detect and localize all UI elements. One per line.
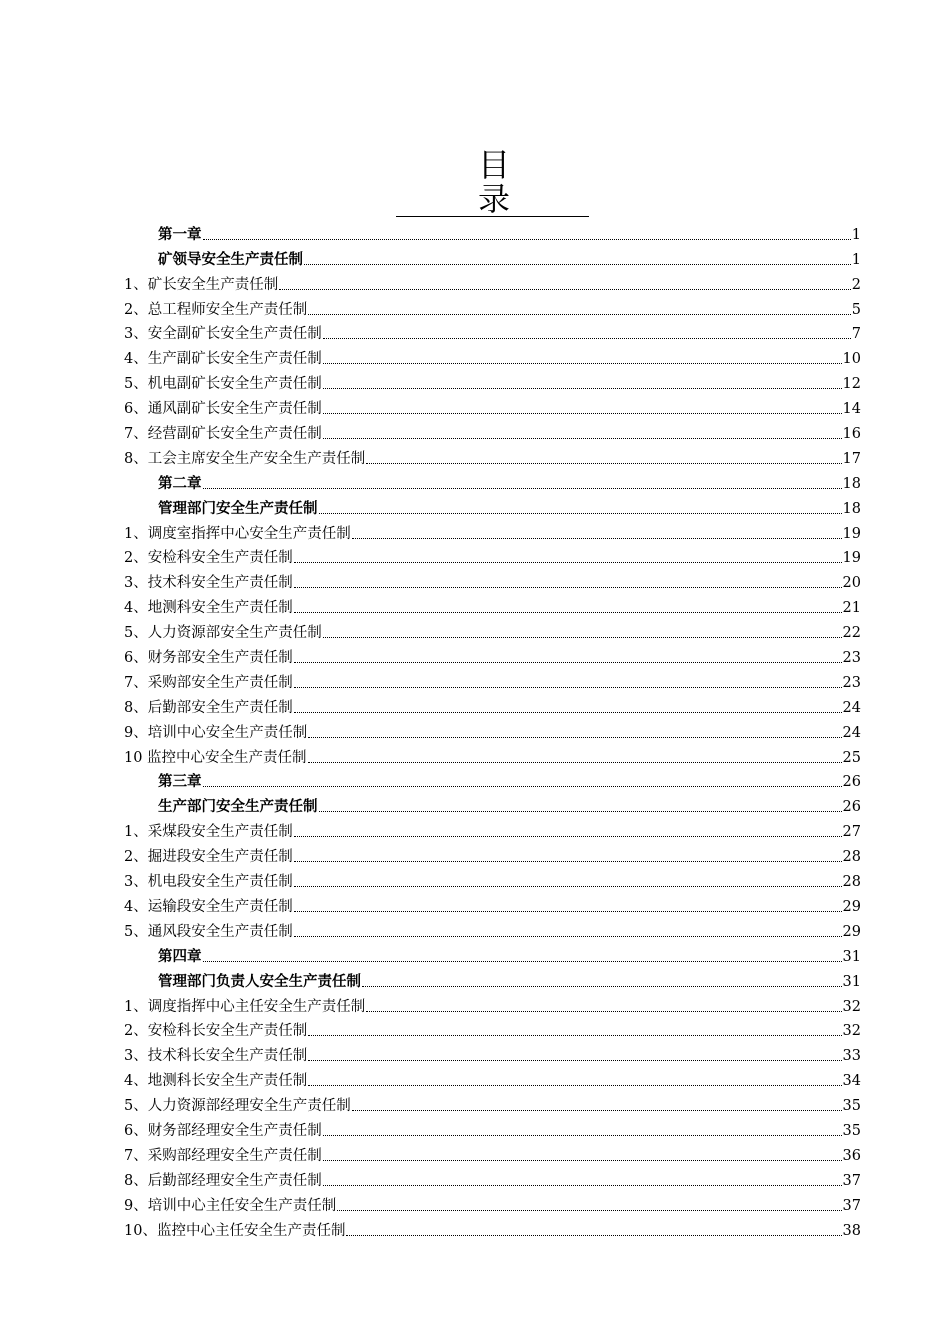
toc-entry-text: 5、通风段安全生产责任制 — [124, 923, 293, 940]
toc-entry-text: 第一章 — [158, 225, 202, 243]
toc-dot-leader — [304, 263, 851, 265]
toc-entry[interactable] — [124, 444, 861, 469]
toc-page-number: 37 — [842, 1172, 861, 1189]
toc-entry-text: 第四章 — [158, 947, 202, 965]
toc-entry[interactable] — [124, 618, 861, 643]
toc-dot-leader — [323, 636, 842, 638]
toc-title: 目 录 — [478, 146, 631, 218]
toc-dot-leader — [323, 1184, 842, 1186]
toc-entry-text: 7、采购部安全生产责任制 — [124, 674, 293, 691]
toc-entry-text: 3、机电段安全生产责任制 — [124, 874, 293, 891]
toc-page-number: 37 — [842, 1197, 861, 1214]
toc-page-number: 28 — [842, 874, 861, 891]
toc-page-number: 28 — [842, 849, 861, 866]
toc-entry[interactable] — [124, 668, 861, 693]
toc-page-number: 17 — [842, 450, 861, 467]
toc-entry[interactable] — [124, 519, 861, 544]
toc-entry-text: 5、机电副矿长安全生产责任制 — [124, 376, 322, 393]
toc-chapter-entry[interactable] — [124, 967, 861, 992]
toc-page-number: 35 — [842, 1122, 861, 1139]
toc-chapter-entry[interactable] — [124, 768, 861, 793]
toc-entry[interactable] — [124, 1066, 861, 1091]
toc-page-number: 18 — [842, 500, 861, 517]
toc-dot-leader — [323, 1159, 842, 1161]
toc-dot-leader — [323, 437, 842, 439]
toc-dot-leader — [279, 288, 851, 290]
toc-page-number: 29 — [842, 898, 861, 915]
toc-page-number: 26 — [842, 774, 861, 791]
toc-chapter-entry[interactable] — [124, 494, 861, 519]
toc-entry[interactable] — [124, 718, 861, 743]
toc-entry[interactable] — [124, 369, 861, 394]
toc-page-number: 5 — [851, 301, 861, 318]
toc-entry-text: 1、调度指挥中心主任安全生产责任制 — [124, 998, 366, 1015]
toc-page-number: 12 — [842, 376, 861, 393]
toc-page-number: 32 — [842, 998, 861, 1015]
toc-entry-text: 3、技术科安全生产责任制 — [124, 575, 293, 592]
toc-dot-leader — [323, 1134, 842, 1136]
toc-entry[interactable] — [124, 568, 861, 593]
toc-entry-text: 9、培训中心主任安全生产责任制 — [124, 1197, 337, 1214]
toc-page-number: 38 — [842, 1222, 861, 1239]
toc-entry[interactable] — [124, 1141, 861, 1166]
toc-entry[interactable] — [124, 419, 861, 444]
toc-page-number: 29 — [842, 923, 861, 940]
toc-dot-leader — [323, 387, 842, 389]
toc-dot-leader — [203, 487, 842, 489]
toc-entry-text: 6、通风副矿长安全生产责任制 — [124, 401, 322, 418]
toc-page-number: 34 — [842, 1073, 861, 1090]
toc-dot-leader — [337, 1209, 841, 1211]
toc-dot-leader — [323, 412, 842, 414]
toc-page-number: 35 — [842, 1098, 861, 1115]
toc-page-number: 23 — [842, 674, 861, 691]
toc-entry[interactable] — [124, 643, 861, 668]
toc-entry-text: 4、生产副矿长安全生产责任制 — [124, 351, 322, 368]
toc-entry[interactable] — [124, 1166, 861, 1191]
toc-page-number: 21 — [842, 600, 861, 617]
toc-page-number: 20 — [842, 575, 861, 592]
toc-dot-leader — [294, 561, 842, 563]
toc-entry-text: 2、掘进段安全生产责任制 — [124, 849, 293, 866]
toc-dot-leader — [319, 810, 842, 812]
toc-dot-leader — [308, 736, 841, 738]
toc-entry[interactable] — [124, 1091, 861, 1116]
toc-entry-text: 2、安检科安全生产责任制 — [124, 550, 293, 567]
toc-dot-leader — [294, 661, 842, 663]
toc-entry-text: 9、培训中心安全生产责任制 — [124, 724, 308, 741]
toc-page-number: 31 — [842, 973, 861, 990]
toc-entry[interactable] — [124, 817, 861, 842]
toc-page-number: 33 — [842, 1048, 861, 1065]
toc-entry[interactable] — [124, 1041, 861, 1066]
toc-page-number: 24 — [842, 724, 861, 741]
table-of-contents — [124, 220, 861, 1241]
toc-dot-leader — [323, 337, 851, 339]
toc-entry[interactable] — [124, 344, 861, 369]
toc-entry-text: 8、工会主席安全生产安全生产责任制 — [124, 450, 366, 467]
toc-dot-leader — [346, 1234, 841, 1236]
toc-dot-leader — [294, 835, 842, 837]
toc-entry-text: 3、技术科长安全生产责任制 — [124, 1048, 308, 1065]
toc-entry-text: 4、运输段安全生产责任制 — [124, 898, 293, 915]
toc-entry-text: 1、调度室指挥中心安全生产责任制 — [124, 525, 351, 542]
toc-dot-leader — [294, 885, 842, 887]
toc-chapter-entry[interactable] — [124, 469, 861, 494]
toc-dot-leader — [203, 785, 842, 787]
toc-entry-text: 第三章 — [158, 773, 202, 791]
toc-entry[interactable] — [124, 892, 861, 917]
toc-chapter-entry[interactable] — [124, 942, 861, 967]
toc-entry[interactable] — [124, 394, 861, 419]
toc-chapter-entry[interactable] — [124, 792, 861, 817]
toc-page-number: 16 — [842, 426, 861, 443]
toc-page-number: 24 — [842, 699, 861, 716]
toc-entry[interactable] — [124, 295, 861, 320]
toc-dot-leader — [294, 586, 842, 588]
toc-dot-leader — [294, 611, 842, 613]
toc-page-number: 36 — [842, 1147, 861, 1164]
toc-page-number: 22 — [842, 625, 861, 642]
toc-entry-text: 6、财务部安全生产责任制 — [124, 650, 293, 667]
toc-page-number: 10 — [842, 351, 861, 368]
toc-chapter-entry[interactable] — [124, 245, 861, 270]
toc-dot-leader — [366, 1010, 841, 1012]
toc-dot-leader — [308, 1084, 841, 1086]
toc-entry-text: 3、安全副矿长安全生产责任制 — [124, 326, 322, 343]
toc-entry[interactable] — [124, 270, 861, 295]
toc-page-number: 19 — [842, 550, 861, 567]
toc-entry-text: 7、经营副矿长安全生产责任制 — [124, 426, 322, 443]
toc-page-number: 2 — [851, 276, 861, 293]
toc-entry-text: 管理部门安全生产责任制 — [158, 499, 318, 517]
toc-entry-text: 10、监控中心主任安全生产责任制 — [124, 1222, 346, 1239]
toc-entry[interactable] — [124, 1116, 861, 1141]
toc-entry-text: 6、财务部经理安全生产责任制 — [124, 1122, 322, 1139]
toc-page-number: 1 — [851, 251, 861, 268]
toc-entry-text: 生产部门安全生产责任制 — [158, 798, 318, 816]
toc-entry[interactable] — [124, 842, 861, 867]
toc-page-number: 27 — [842, 824, 861, 841]
toc-entry-text: 管理部门负责人安全生产责任制 — [158, 972, 361, 990]
toc-dot-leader — [294, 910, 842, 912]
toc-page-number: 31 — [842, 948, 861, 965]
toc-page-number: 26 — [842, 799, 861, 816]
toc-title-container — [396, 146, 631, 218]
toc-dot-leader — [203, 238, 851, 240]
toc-entry-text: 2、安检科长安全生产责任制 — [124, 1023, 308, 1040]
toc-page-number: 19 — [842, 525, 861, 542]
toc-dot-leader — [308, 1034, 841, 1036]
toc-page-number: 7 — [851, 326, 861, 343]
toc-entry[interactable] — [124, 693, 861, 718]
toc-page-number: 23 — [842, 650, 861, 667]
toc-entry-text: 8、后勤部经理安全生产责任制 — [124, 1172, 322, 1189]
toc-entry[interactable] — [124, 1017, 861, 1042]
toc-dot-leader — [308, 1059, 841, 1061]
toc-dot-leader — [323, 362, 842, 364]
toc-entry-text: 4、地测科安全生产责任制 — [124, 600, 293, 617]
toc-page-number: 32 — [842, 1023, 861, 1040]
toc-dot-leader — [352, 1109, 842, 1111]
toc-entry[interactable] — [124, 593, 861, 618]
toc-dot-leader — [352, 537, 842, 539]
toc-entry-text: 7、采购部经理安全生产责任制 — [124, 1147, 322, 1164]
toc-entry-text: 8、后勤部安全生产责任制 — [124, 699, 293, 716]
toc-entry-text: 第二章 — [158, 474, 202, 492]
toc-entry[interactable] — [124, 917, 861, 942]
toc-entry-text: 10 监控中心安全生产责任制 — [124, 749, 307, 766]
toc-entry-text: 1、矿长安全生产责任制 — [124, 276, 279, 293]
toc-entry[interactable] — [124, 867, 861, 892]
toc-entry-text: 矿领导安全生产责任制 — [158, 250, 303, 268]
toc-page-number: 1 — [851, 226, 861, 243]
toc-entry-text: 2、总工程师安全生产责任制 — [124, 301, 308, 318]
toc-entry-text: 1、采煤段安全生产责任制 — [124, 824, 293, 841]
toc-dot-leader — [203, 960, 842, 962]
toc-dot-leader — [366, 462, 841, 464]
toc-dot-leader — [294, 860, 842, 862]
toc-dot-leader — [308, 313, 851, 315]
toc-entry[interactable] — [124, 320, 861, 345]
toc-entry[interactable] — [124, 544, 861, 569]
toc-entry[interactable] — [124, 992, 861, 1017]
toc-entry[interactable] — [124, 1191, 861, 1216]
toc-dot-leader — [294, 935, 842, 937]
toc-page-number: 25 — [842, 749, 861, 766]
toc-dot-leader — [308, 761, 842, 763]
toc-entry-text: 5、人力资源部安全生产责任制 — [124, 625, 322, 642]
toc-dot-leader — [294, 686, 842, 688]
toc-dot-leader — [319, 512, 842, 514]
toc-page-number: 18 — [842, 475, 861, 492]
toc-entry-text: 5、人力资源部经理安全生产责任制 — [124, 1098, 351, 1115]
toc-dot-leader — [294, 711, 842, 713]
toc-chapter-entry[interactable] — [124, 220, 861, 245]
toc-entry[interactable] — [124, 743, 861, 768]
toc-entry-text: 4、地测科长安全生产责任制 — [124, 1073, 308, 1090]
toc-entry[interactable] — [124, 1216, 861, 1241]
toc-page-number: 14 — [842, 401, 861, 418]
toc-dot-leader — [362, 985, 842, 987]
